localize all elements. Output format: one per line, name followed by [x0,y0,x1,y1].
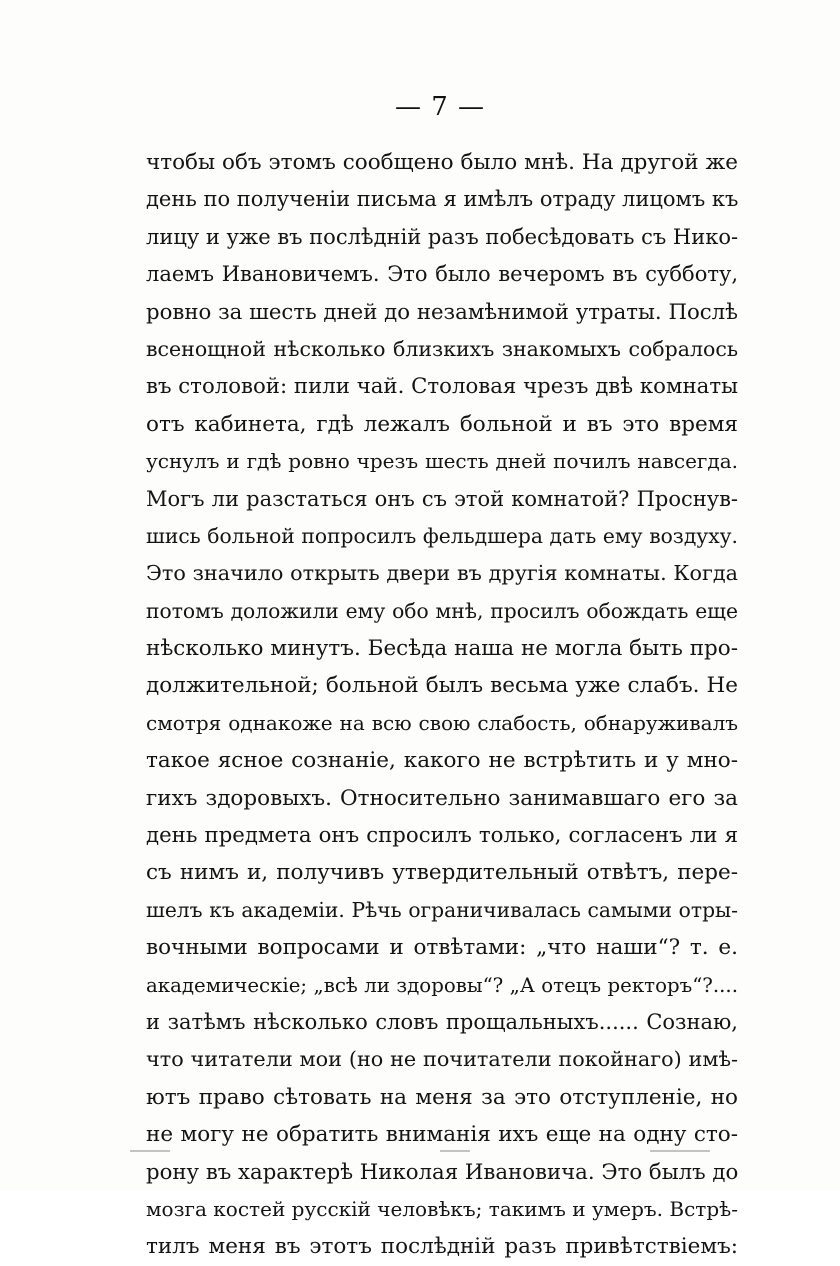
body-text [146,144,738,1266]
text-line: всенощной нѣсколько близкихъ знакомыхъ собралось [146,336,738,361]
text-line: рону въ характерѣ Николая Ивановича. Это былъ до [146,1159,739,1185]
text-line: день предмета онъ спросилъ только, согласенъ ли я [146,823,738,849]
text-line: такое ясное сознаніе, какого не встрѣтить и у мно- [146,748,738,774]
text-line: лицу и уже въ послѣдній разъ побесѣдовать съ Нико- [146,224,739,249]
text-line: смотря однакоже на всю свою слабость, обнаруживалъ [146,710,738,735]
bleed-through-marks [130,1150,730,1156]
text-line: ровно за шесть дней до незамѣнимой утраты. Послѣ [146,299,738,325]
text-line: мозга костей русскій человѣкъ; такимъ и умеръ. Встрѣ- [146,1196,738,1221]
text-line: должительной; больной былъ весьма уже слабъ. Не [146,673,738,699]
text-line: Это значило открыть двери въ другія комнаты. Когда [146,561,738,586]
page-number: — 7 — [394,92,486,122]
text-line: отъ кабинета, гдѣ лежалъ больной и въ это время [146,411,738,437]
text-line: потомъ доложили ему обо мнѣ, просилъ обождать еще [146,598,738,623]
text-line: академическіе; „всѣ ли здоровы“? „А отецъ ректоръ“?.... [146,973,738,997]
text-line: тилъ меня въ этотъ послѣдній разъ привѣтствіемъ: [146,1234,738,1260]
text-line: нѣсколько минутъ. Бесѣда наша не могла быть про- [146,636,738,662]
text-line: и затѣмъ нѣсколько словъ прощальныхъ...... Сознаю, [146,1009,738,1034]
text-line: съ нимъ и, получивъ утвердительный отвѣтъ, пере- [146,860,738,886]
text-line: лаемъ Ивановичемъ. Это было вечеромъ въ субботу, [146,262,738,287]
text-line: Могъ ли разстаться онъ съ этой комнатой? Проснув- [146,486,738,511]
text-line: уснулъ и гдѣ ровно чрезъ шесть дней почилъ навсегда. [146,449,738,474]
text-line: что читатели мои (но не почитатели покойнаго) имѣ- [146,1047,738,1072]
text-line: гихъ здоровыхъ. Относительно занимавшаго его за [146,785,738,811]
text-line: не могу не обратить вниманія ихъ еще на одну сто- [146,1122,738,1148]
text-line: шись больной попросилъ фельдшера дать ему воздуху. [146,523,738,548]
text-line: вочными вопросами и отвѣтами: „что наши“? т. е. [146,935,738,961]
text-line: въ столовой: пили чай. Столовая чрезъ двѣ комнаты [146,374,738,400]
text-line: ютъ право сѣтовать на меня за это отступленіе, но [146,1084,738,1110]
text-line: шелъ къ академіи. Рѣчь ограничивалась самыми отры- [146,897,738,922]
text-line: день по полученіи письма я имѣлъ отраду лицомъ къ [146,187,739,212]
text-line: чтобы объ этомъ сообщено было мнѣ. На другой же [146,150,738,175]
